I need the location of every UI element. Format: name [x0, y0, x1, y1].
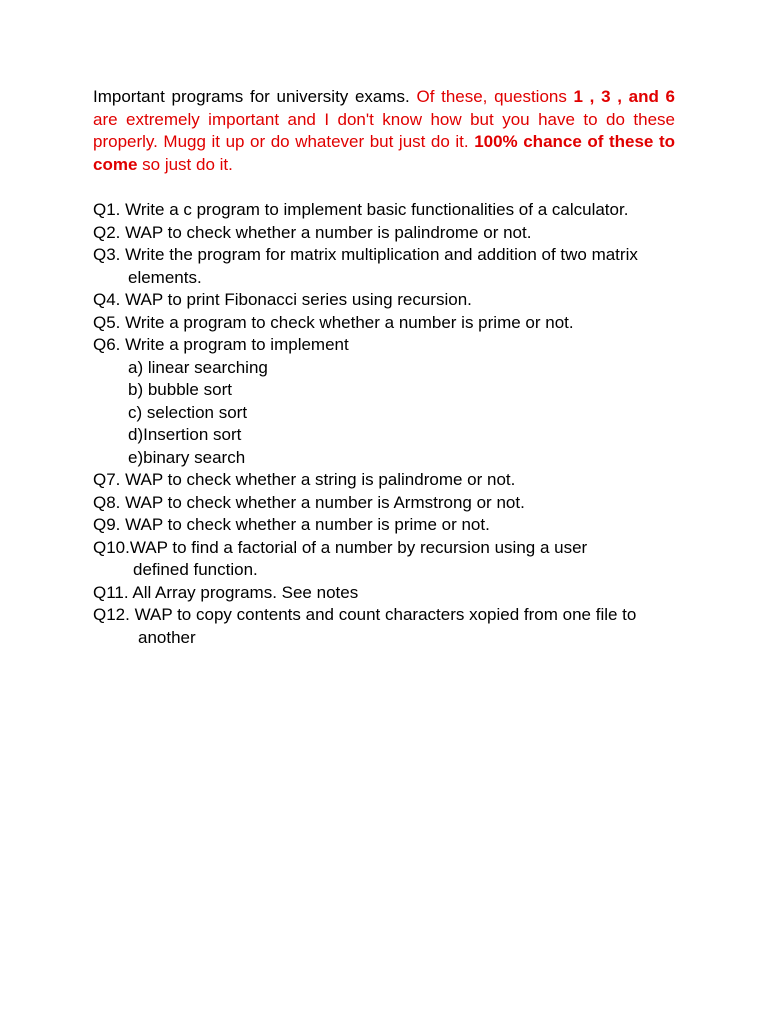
question-3-continuation: elements. [128, 267, 202, 287]
question-6-item: d)Insertion sort [128, 425, 242, 444]
question-12-continuation: another [138, 627, 196, 647]
question-6-item: c) selection sort [128, 402, 248, 422]
intro-closing: so just do it. [137, 154, 233, 174]
question-5: Q5. Write a program to check whether a number is prime or not. [93, 312, 574, 332]
question-1: Q1. Write a c program to implement basic functionalities of a calculator. [93, 200, 629, 219]
document-page [93, 86, 675, 649]
question-6-item: e)binary search [128, 447, 246, 467]
question-2: Q2. WAP to check whether a number is palindrome or not. [93, 222, 532, 242]
intro-chance: 100% chance of these to come [93, 132, 675, 174]
intro-question-numbers: 1 , 3 , and 6 [573, 87, 675, 106]
question-4: Q4. WAP to print Fibonacci series using recursion. [93, 290, 472, 309]
question-6-item: a) linear searching [128, 357, 268, 377]
question-8: Q8. WAP to check whether a number is Armstrong or not. [93, 492, 525, 512]
question-6-item: b) bubble sort [128, 380, 232, 399]
question-10-continuation: defined function. [133, 560, 258, 579]
question-10: Q10.WAP to find a factorial of a number by recursion using a user [93, 537, 588, 557]
question-list [93, 199, 675, 649]
question-6: Q6. Write a program to implement [93, 335, 349, 354]
question-3: Q3. Write the program for matrix multiplication and addition of two matrix [93, 245, 638, 264]
question-12: Q12. WAP to copy contents and count characters xopied from one file to [93, 605, 637, 624]
intro-emphasis: Of these, questions [416, 87, 574, 106]
question-7: Q7. WAP to check whether a string is palindrome or not. [93, 470, 516, 489]
question-11: Q11. All Array programs. See notes [93, 582, 359, 602]
intro-warning: are extremely important and I don't know how but you have to do these properly. Mugg it up or do whatever but just do it. [93, 109, 675, 151]
question-9: Q9. WAP to check whether a number is prime or not. [93, 515, 490, 534]
intro-lead: Important programs for university exams. [93, 87, 417, 106]
intro-paragraph [93, 86, 675, 176]
